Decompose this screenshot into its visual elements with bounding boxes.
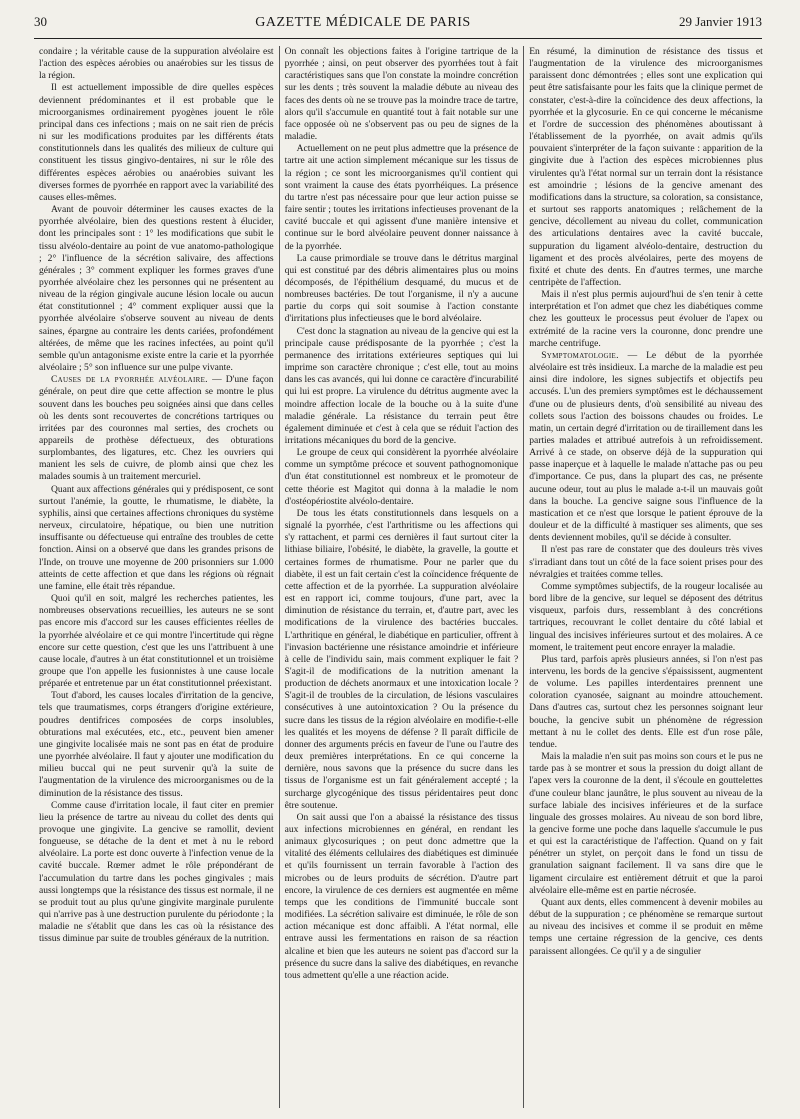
paragraph-text: La cause primordiale se trouve dans le détritus marginal qui est constitué par des débris alimentaires plus ou moins décomposés, de l'épithélium desquamé, du mucus et de nombreuses bactéries. De tout l'organisme, il n'y a aucune partie du corps qui soit soumise à l'action constante d'irritations plus infectieuses que le bord alvéolaire.	[284, 252, 519, 325]
paragraph-text: De tous les états constitutionnels dans lesquels on a signalé la pyorrhée, c'est l'arthritisme ou les affections qui s'y rattachent, et parmi ces dernières il faut surtout citer la lithiase biliaire, l'obésité, le diabète, la gravelle, la goutte et certaines formes de rhumatisme. Pour ne parler que du diabète, il est un fait certain c'est la coïncidence fréquente de cette affection et de la pyorrhée. La suppuration alvéolaire est en rapport ici, comme toujours, d'une part, avec la diminution de résistance du terrain, et, d'autre part, avec les modifications de la virulence des bactéries buccales. L'arthritique en général, le diabétique en particulier, offrent à l'invasion bactérienne une résistance amoindrie et inférieure à celle de l'individu sain, mais comment expliquer le fait ? S'agit-il de modifications de la nutrition amenant la production de déchets anormaux et une intoxication locale ? S'agit-il de troubles de la circulation, de lésions vasculaires consécutives à une autointoxication ? Ou la présence du sucre dans les tissus de la région alvéolaire en modifie-t-elle les qualités et les moyens de défense ? Il paraît difficile de donner des arguments précis en faveur de l'une ou l'autre des deux premières interprétations. En ce qui concerne la dernière, nous savons que la présence du sucre dans les tissus de l'organisme est un fait généralement accepté ; la surcharge glycogénique des tissus péridentaires peut donc être soutenue.	[284, 507, 519, 811]
paragraph	[39, 82, 274, 204]
paragraph	[39, 593, 274, 690]
paragraph-text: Mais il n'est plus permis aujourd'hui de s'en tenir à cette interprétation et l'on admet que chez les diabétiques comme chez les goutteux le processus peut évoluer de l'apex ou extrémité de la racine vers la couronne, donc prendre une marche centrifuge.	[529, 289, 763, 349]
column-2	[279, 46, 524, 1108]
journal-title: GAZETTE MÉDICALE DE PARIS	[255, 15, 471, 30]
paragraph	[529, 289, 763, 350]
paragraph	[285, 508, 519, 812]
paragraph-text: Il est actuellement impossible de dire quelles espèces deviennent prédominantes et il est probable que le microorganismes ordinairement pyogènes jouent le rôle principal dans ces infections ; mais on ne sait rien de précis ni sur les modifications produites par les différents états constitutionnels dans les qualités des milieux de culture qui constituent les tissus gingivo-dentaires, ni sur le rôle des différentes espèces aérobies ou anaérobies suivant les diverses formes de pyorrhée en rapport avec la variabilité des causes elles-mêmes.	[39, 82, 274, 203]
paragraph-text: Tout d'abord, les causes locales d'irritation de la gencive, tels que traumatismes, corps étrangers d'origine extérieure, poudres dentifrices composées de corps insolubles, obturations mal exécutées, etc., etc., peuvent bien amener une gingivite localisée mais ne sont pas en état de produire une pyorrhée alvéolaire. Il faut y ajouter une modification du milieu buccal qui ne peut survenir qu'à la suite de l'augmentation de la virulence des microorganismes ou de la diminution de la résistance des tissus.	[39, 690, 274, 799]
section-heading: Causes de la pyorrhée alvéolaire.	[51, 374, 208, 386]
paragraph-text: Il n'est pas rare de constater que des douleurs très vives s'irradiant dans tout un côté de la face soient prises pour des névralgies et traitées comme telles.	[529, 544, 763, 580]
paragraph	[285, 46, 519, 143]
paragraph	[39, 46, 274, 82]
paragraph-text: Plus tard, parfois après plusieurs années, si l'on n'est pas intervenu, les bords de la gencive s'épaississent, augmentent de volume. Les papilles interdentaires prennent une coloration cyanosée, saignant au moindre attouchement. Dans d'autres cas, surtout chez les personnes soignant leur bouche, la gencive subit un phénomène de régression mettant à nu le collet des dents. Elle est d'un rose pâle, tendue.	[529, 653, 763, 750]
column-1	[34, 46, 279, 1108]
text-columns	[34, 46, 768, 1108]
paragraph	[529, 46, 763, 289]
paragraph-text: Quoi qu'il en soit, malgré les recherches patientes, les nombreuses observations recueillies, les auteurs ne se sont pas encore mis d'accord sur les causes efficientes réelles de la pyorrhée alvéolaire et ce qui montre l'incertitude qui règne encore sur cette question, c'est que les uns l'attribuent à une cause locale, d'autres à un état constitutionnel et un troisième groupe que l'on appelle les fusionnistes à une cause locale préparée et entretenue par un état constitutionnel préexistant.	[39, 593, 274, 690]
paragraph-text: Quant aux affections générales qui y prédisposent, ce sont surtout l'anémie, la goutte, le rhumatisme, le diabète, la syphilis, ainsi que certaines affections chroniques du système nerveux, circulatoire, hépatique, ou bien une nutrition insuffisante ou défectueuse qui entraîne des troubles de cette fonction. Ainsi on a observé que dans les grandes prisons de l'Inde, on trouve une moyenne de 200 prisonniers sur 1.000 atteints de cette affection et que dans les régions où régnait une famine, elle était très répandue.	[39, 483, 274, 592]
paragraph-text: Comme symptômes subjectifs, de la rougeur localisée au bord libre de la gencive, sur lequel se déposent des détritus visqueux, parfois durs, ressemblant à des concrétions tartriques, recouvrant le collet dentaire du côté labial et lingual des incisives inférieures surtout et des molaires. A ce moment, le traitement peut encore enrayer la maladie.	[529, 580, 763, 653]
section-heading: Symptomatologie.	[541, 349, 619, 361]
paragraph	[529, 897, 763, 958]
paragraph-text: C'est donc la stagnation au niveau de la gencive qui est la principale cause prédisposante de la pyorrhée ; c'est la permanence des irritations extérieures septiques qui lui imprime son caractère chronique ; c'est elle, tout au moins dans les cas avancés, qui lui donne ce caractère d'incurabilité qui lui est propre. La virulence du détritus augmente avec la moindre affection locale de la bouche ou à la suite d'une maladie générale. La résistance du terrain peut être également diminuée et c'est à cela que se réduit l'action des irritations mécaniques du bord de la gencive.	[284, 325, 519, 446]
paragraph	[39, 374, 274, 483]
paragraph	[529, 751, 763, 897]
paragraph-text: Avant de pouvoir déterminer les causes exactes de la pyorrhée alvéolaire, bien des questions restent à élucider, dont les principales sont : 1° les modifications que subit le tissu alvéolo-dentaire au point de vue anatomo-pathologique ; 2° l'influence de la sécrétion salivaire, des affections générales ; 3° comment expliquer les formes graves d'une pyorrhée alvéolaire chez les personnes qui ne présentent au niveau de la région gingivale aucune lésion locale ou aucun état constitutionnel ; 4° comment expliquer aussi que la pyorrhée alvéolaire s'observe souvent au niveau de dents saines, épargne au contraire les dents cariées, profondément altérées, de même que les racines infectées, au point qu'il semble qu'un antagonisme existe entre la carie et la pyorrhée alvéolaire ; 5° son influence sur une pulpe vivante.	[39, 204, 274, 374]
paragraph	[39, 690, 274, 799]
issue-date: 29 Janvier 1913	[678, 14, 762, 29]
paragraph	[285, 812, 519, 982]
paragraph	[529, 581, 763, 654]
paragraph	[529, 544, 763, 580]
paragraph-text: condaire ; la véritable cause de la suppuration alvéolaire est l'action des espèces aérobies ou anaérobies sur les tissus de la région.	[39, 46, 274, 82]
paragraph-text: — Le début de la pyorrhée alvéolaire est très insidieux. La marche de la maladie est peu ainsi dire indolore, les signes subjectifs et objectifs peu accusés. L'un des premiers symptômes est le déchaussement d'une ou de plusieurs dents, d'où sensibilité au niveau des collets sous l'action des boissons chaudes ou froides. Le matin, un certain degré d'irritation ou de tiraillement dans les parties malades et attribué autrefois à un refroidissement. Arrivé à ce stade, on observe déjà de la suppuration qui passe inaperçue et à laquelle le malade n'attache pas ou peu d'importance. Ce pus, dans la plupart des cas, ne présente aucune odeur, tout au plus le malade a-t-il un mauvais goût dans la bouche. La gencive saigne sous l'influence de la mastication et ce n'est que lorsque le patient éprouve de la douleur et de la difficulté à mastiquer ses aliments, que ses dents deviennent mobiles, qu'il se décide à consulter.	[529, 349, 763, 544]
paragraph-text: Quant aux dents, elles commencent à devenir mobiles au début de la suppuration ; ce phénomène se remarque surtout au niveau des incisives et comme il se produit en même temps une certaine régression de la gencive, ces dents paraissent allongées. Ce qu'il y a de singulier	[529, 896, 763, 957]
paragraph	[285, 326, 519, 448]
paragraph-text: Le groupe de ceux qui considèrent la pyorrhée alvéolaire comme un symptôme précoce et souvent pathognomonique d'un état constitutionnel est nombreux et le promoteur de cette théorie est Magitot qui donna à la maladie le nom d'ostéopériostite alvéolo-dentaire.	[284, 447, 519, 507]
paragraph	[529, 654, 763, 751]
paragraph-text: En résumé, la diminution de résistance des tissus et l'augmentation de la virulence des microorganismes paraissent donc démontrées ; elles sont une explication qui peut être satisfaisante pour les faits que la clinique permet de constater, c'est-à-dire la coïncidence des deux affections, la pyorrhée et la glycosurie. En ce qui concerne le mécanisme et l'ordre de succession des phénomènes aboutissant à l'établissement de la pyorrhée, on avait admis qu'ils pouvaient s'interpréter de la façon suivante : apparition de la gingivite due à l'action des espèces microbiennes plus virulentes qu'à l'état normal sur un terrain dont la résistance est amoindrie ; lésions de la gencive amenant des modifications dans la structure, sa coloration, sa consistance, et surtout ses rapports anatomiques ; relâchement de la gencive, décollement au niveau du collet, communication des articulations dentaires avec la cavité buccale, suppuration du ligament alvéolo-dentaire, destruction du ligament et des procès alvéolaires, perte des moyens de fixité et chute des dents. En d'autres termes, une marche centripète de l'affection.	[529, 46, 763, 288]
paragraph	[285, 447, 519, 508]
paragraph	[285, 253, 519, 326]
paragraph-text: Comme cause d'irritation locale, il faut citer en premier lieu la présence de tartre au niveau du collet des dents qui provoque une gingivite. La gencive se ramollit, devient fongueuse, se détache de la dent et met à nu le rebord alvéolaire. La porte est donc ouverte à l'infection venue de la cavité buccale. Rœmer admet le rôle prépondérant de l'accumulation du tartre dans les poches gingivales ; mais aussi longtemps que la résistance des tissus est normale, il ne se produit tout au plus qu'une gingivite marginale purulente qui n'arrive pas à une destruction purulente du périodonte ; la maladie ne s'établit que dans les cas où la résistance des tissus diminue par suite de troubles généraux de la nutrition.	[39, 799, 274, 945]
column-3	[523, 46, 768, 1108]
paragraph	[39, 484, 274, 593]
paragraph	[529, 350, 763, 545]
paragraph	[39, 204, 274, 374]
page-header	[34, 14, 762, 39]
paragraph-text: Mais la maladie n'en suit pas moins son cours et le pus ne tarde pas à se montrer et sous la pression du doigt allant de l'apex vers la couronne de la dent, il s'écoule en gouttelettes d'une couleur blanc jaunâtre, le plus souvent au niveau de la surface labiale des incisives inférieures et de la surface linguale des grosses molaires. Au niveau de son bord libre, la gencive forme une poche dans laquelle s'accumule le pus et qui est la caractéristique de l'affection. Quand on y fait pénétrer un stylet, on perçoit dans le fond un tissu de granulation saignant facilement. Il va sans dire que le ligament circulaire est entièrement détruit et que la paroi alvéolaire elle-même est en partie nécrosée.	[529, 751, 763, 896]
paragraph-text: On connaît les objections faites à l'origine tartrique de la pyorrhée ; ainsi, on peut observer des pyorrhées tout à fait caractéristiques sans que l'on constate la moindre concrétion sur les dents ; très souvent la maladie débute au niveau des faces des dents où ne se trouve pas la moindre trace de tartre, alors qu'il s'accumule en quantité tout à fait notable sur une face opposée où ne s'observent pas ou peu de signes de la maladie.	[284, 46, 519, 143]
paragraph	[39, 800, 274, 946]
page-number: 30	[34, 14, 47, 29]
paragraph-text: On sait aussi que l'on a abaissé la résistance des tissus aux infections microbiennes en général, en rendant les animaux glycosuriques ; on peut donc admettre que la vitalité des éléments cellulaires des diabétiques est diminuée et qu'ils fournissent un terrain favorable à l'action des microbes ou de leurs produits de sécrétion. D'autre part encore, la virulence de ces derniers est augmentée en même temps que les conditions de l'immunité buccale sont modifiées. La sécrétion salivaire est diminuée, le rôle de son action mécanique est donc affaibli. A l'état normal, elle entrave aussi les fermentations en raison de sa réaction alcaline et bien que les auteurs ne soient pas d'accord sur la présence du sucre dans la salive des diabétiques, en revanche tous admettent qu'elle a une réaction acide.	[284, 811, 519, 981]
paragraph	[285, 143, 519, 252]
paragraph-text: Actuellement on ne peut plus admettre que la présence de tartre ait une action simplement mécanique sur les tissus de la région ; ce sont les microorganismes qu'il contient qui sont vraiment la cause des états pyorrhéiques. La présence du tartre n'est pas nécessaire pour que leur action puisse se faire sentir ; toutes les irritations infectieuses provenant de la cavité buccale et qui agissent d'une manière intensive et continue sur le bord alvéolaire peuvent donner naissance à de la pyorrhée.	[284, 143, 519, 252]
paragraph-text: — D'une façon générale, on peut dire que cette affection se montre le plus souvent dans les bouches peu soignées ainsi que dans celles où les dents sont recouvertes de concrétions tartriques ou irritées par des couronnes mal serties, des crochets ou appareils de prothèse défectueux, des obturations surplombantes, des ligatures, etc. Chez les ouvriers qui manient les sels de cuivre, de plomb ainsi que chez les malades soumis à un traitement mercuriel.	[39, 374, 274, 483]
